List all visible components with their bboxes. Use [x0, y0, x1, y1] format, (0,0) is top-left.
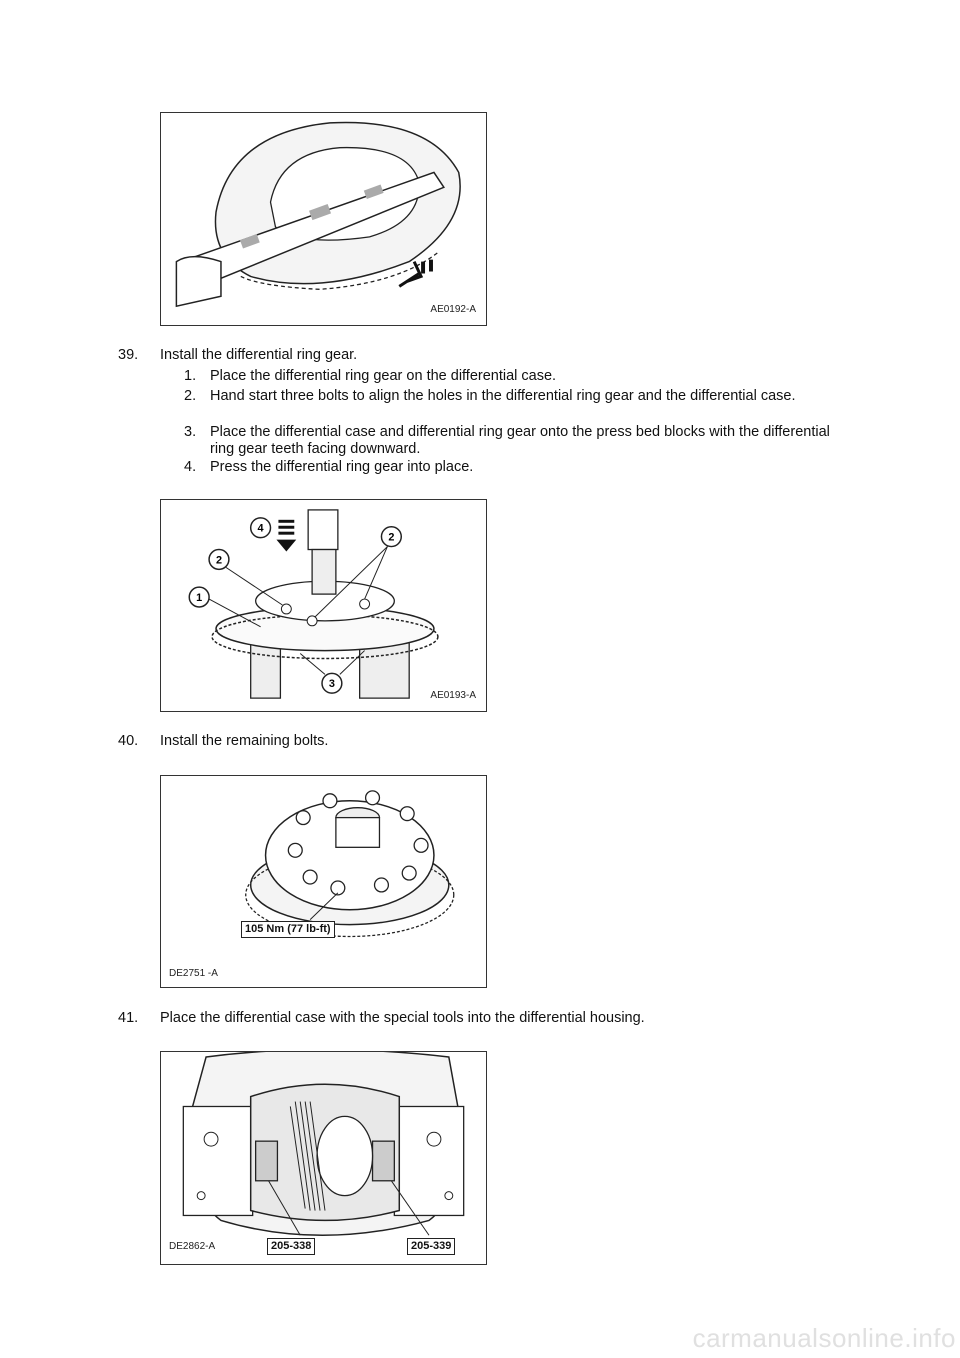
- figure-ring-gear-file: [160, 112, 487, 326]
- step-number: 41.: [118, 1010, 139, 1026]
- substep-2: [184, 388, 844, 422]
- substep-1: [184, 368, 844, 385]
- substep-text: Place the differential case and differential ring gear onto the press bed blocks with the differential ring gear teeth facing downward.: [210, 424, 830, 457]
- figure-code: DE2862-A: [169, 1241, 216, 1252]
- substep-text: Press the differential ring gear into place.: [210, 459, 474, 475]
- step-text: Install the remaining bolts.: [160, 733, 329, 749]
- press-ring-gear-illustration: [161, 500, 486, 711]
- substep-number: 1.: [184, 368, 197, 384]
- figure-differential-housing: [160, 1051, 487, 1265]
- callout-2-right: 2: [388, 531, 395, 544]
- figure-code: DE2751 -A: [169, 968, 218, 979]
- step-text: Install the differential ring gear.: [160, 347, 358, 363]
- callout-4: 4: [257, 522, 264, 535]
- substep-text: Hand start three bolts to align the holes in the differential ring gear and the differential case.: [210, 388, 796, 404]
- callout-2-left: 2: [215, 554, 223, 567]
- substep-number: 2.: [184, 388, 197, 404]
- substep-number: 4.: [184, 459, 197, 475]
- step-39: [118, 347, 878, 364]
- step-40: [118, 733, 878, 750]
- step-number: 39.: [118, 347, 139, 363]
- figure-code: AE0192-A: [430, 304, 476, 315]
- callout-1: 1: [196, 592, 203, 605]
- tool-label-right: 205-339: [407, 1238, 455, 1255]
- step-41: [118, 1010, 878, 1027]
- torque-label: 105 Nm (77 lb-ft): [241, 921, 335, 938]
- figure-bolt-torque: [160, 775, 487, 988]
- substep-3: [184, 424, 844, 458]
- ring-gear-file-illustration: [161, 113, 486, 325]
- callout-3: 3: [328, 678, 335, 691]
- step-number: 40.: [118, 733, 139, 749]
- substep-text: Place the differential ring gear on the differential case.: [210, 368, 557, 384]
- substep-4: [184, 459, 844, 476]
- differential-housing-illustration: [161, 1052, 486, 1264]
- figure-code: AE0193-A: [430, 690, 476, 701]
- bolt-torque-illustration: [161, 776, 486, 987]
- watermark-footer: carmanualsonline.info: [692, 1323, 956, 1353]
- tool-label-left: 205-338: [267, 1238, 315, 1255]
- step-text: Place the differential case with the special tools into the differential housing.: [160, 1010, 645, 1026]
- substep-number: 3.: [184, 424, 197, 440]
- figure-press-ring-gear: [160, 499, 487, 712]
